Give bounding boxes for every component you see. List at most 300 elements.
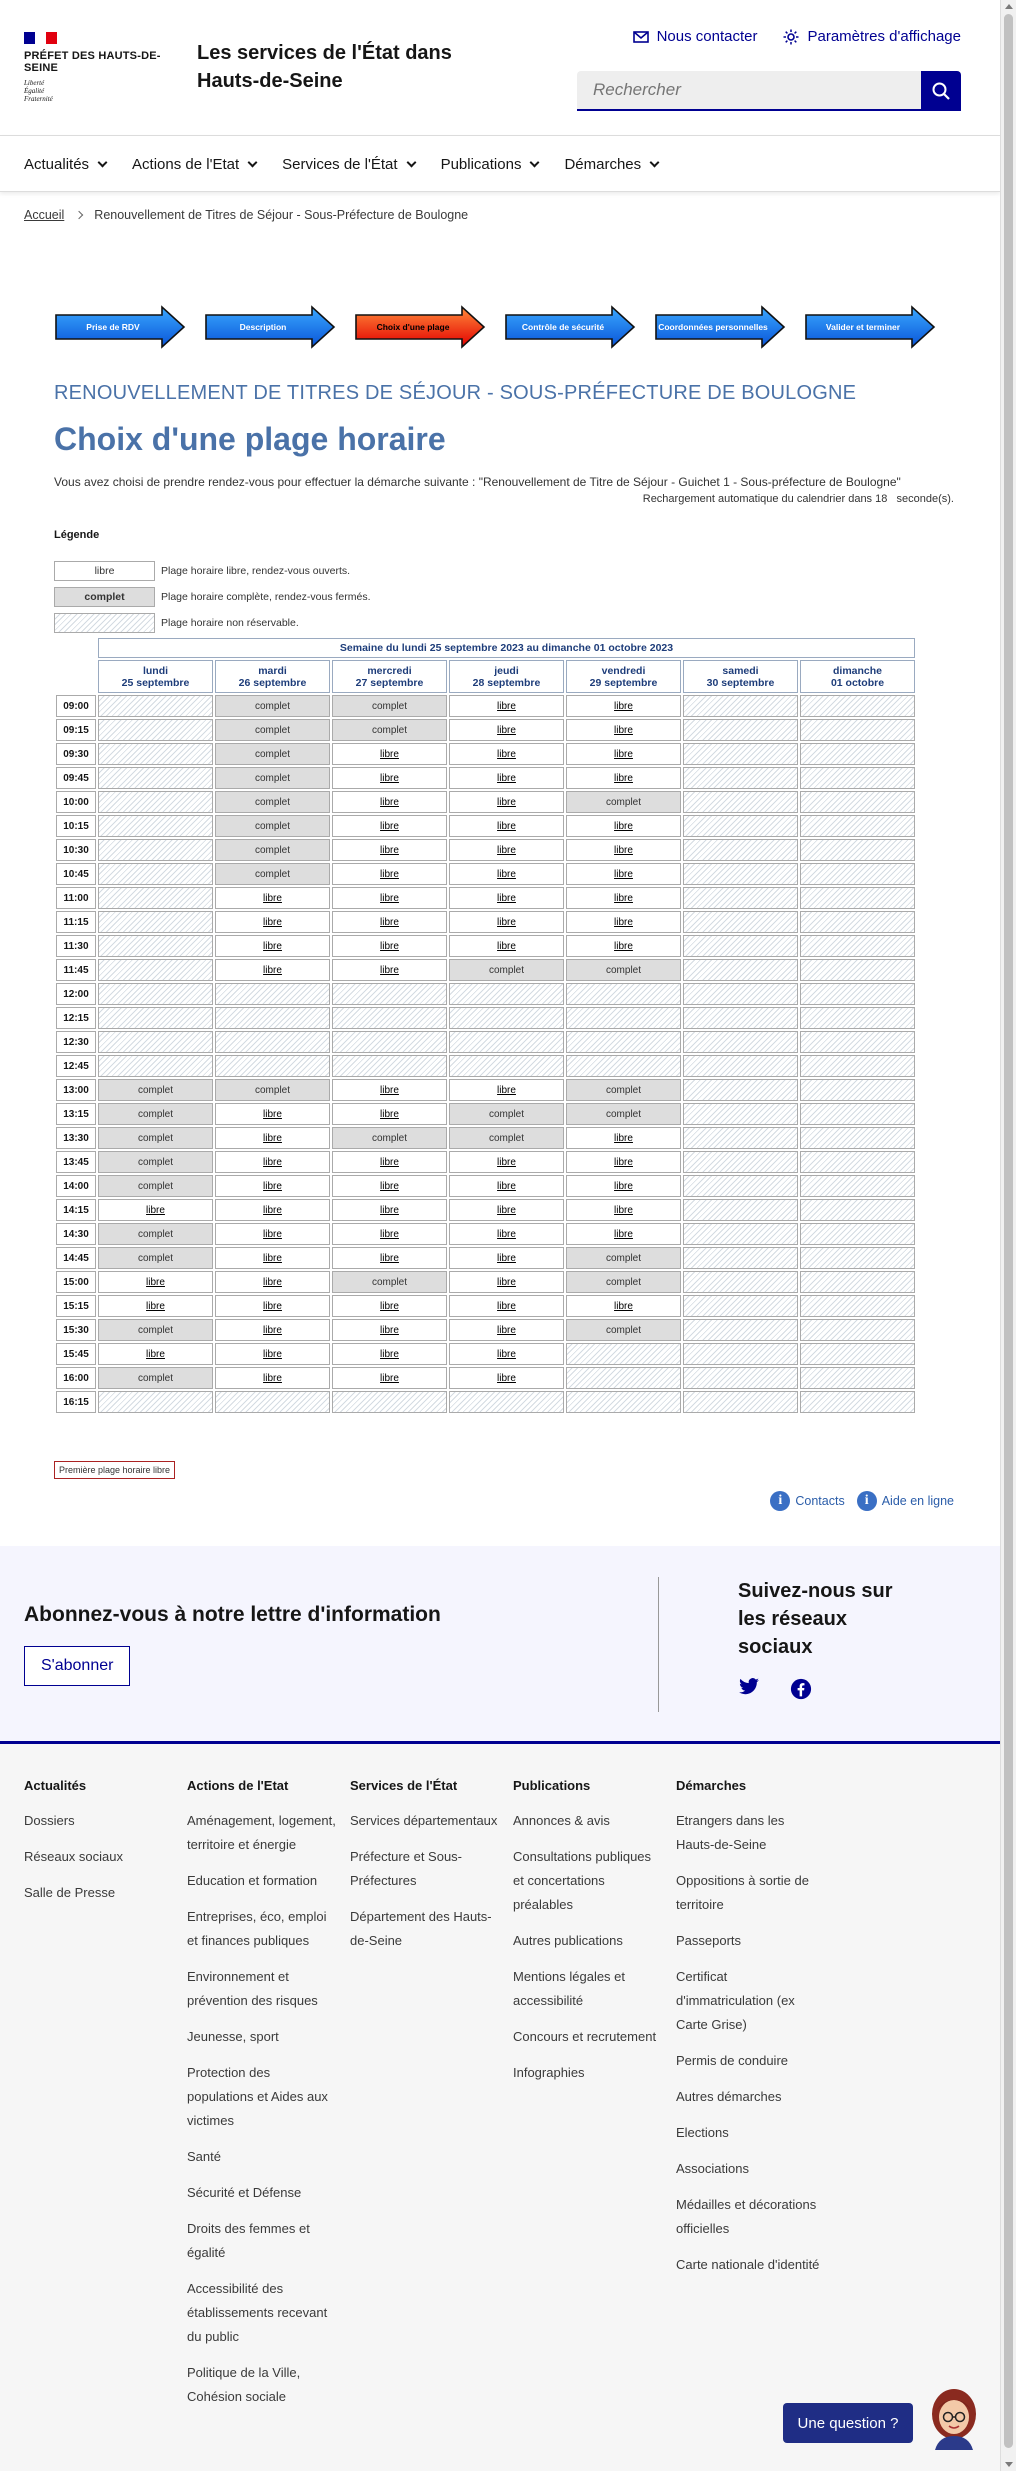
- calendar-row: [56, 1367, 915, 1389]
- slot-free-label: libre: [497, 1300, 516, 1312]
- time-label: 15:45: [56, 1343, 96, 1365]
- slot-free[interactable]: [332, 863, 447, 885]
- slot-free-label: libre: [614, 844, 633, 856]
- footer-links: [513, 1809, 663, 2085]
- slot-free[interactable]: [332, 839, 447, 861]
- help-link[interactable]: [857, 1491, 954, 1511]
- slot-unavailable: [98, 863, 213, 885]
- slot-free-label: libre: [380, 1348, 399, 1360]
- slot-free[interactable]: [449, 695, 564, 717]
- day-name: mercredi: [367, 664, 412, 677]
- slot-free[interactable]: [98, 1295, 213, 1317]
- slot-free-label: libre: [614, 1228, 633, 1240]
- slot-unavailable: [98, 815, 213, 837]
- slot-free[interactable]: [566, 815, 681, 837]
- slot-free-label: libre: [380, 772, 399, 784]
- slot-unavailable: [683, 719, 798, 741]
- slot-unavailable: [683, 1079, 798, 1101]
- nav-item[interactable]: [564, 136, 658, 192]
- slot-free[interactable]: [215, 887, 330, 909]
- motto: Liberté Égalité Fraternité: [24, 79, 53, 103]
- slot-free[interactable]: [449, 839, 564, 861]
- calendar-row: [56, 1055, 915, 1077]
- slot-free[interactable]: [566, 719, 681, 741]
- footer-column: [513, 1778, 663, 2097]
- slot-free[interactable]: [215, 1223, 330, 1245]
- slot-unavailable: [683, 791, 798, 813]
- slot-unavailable: [449, 1391, 564, 1413]
- slot-unavailable: [683, 911, 798, 933]
- slot-unavailable: [332, 1031, 447, 1053]
- calendar-row: [56, 791, 915, 813]
- slot-full: complet: [215, 743, 330, 765]
- time-label: 10:45: [56, 863, 96, 885]
- time-label: 16:15: [56, 1391, 96, 1413]
- footer-link[interactable]: Autres démarches: [676, 2089, 782, 2104]
- slot-free[interactable]: [332, 1223, 447, 1245]
- footer-link[interactable]: Mentions légales et accessibilité: [513, 1969, 626, 2008]
- main-nav: [0, 136, 1000, 192]
- mail-icon: [633, 30, 649, 44]
- footer-link[interactable]: Entreprises, éco, emploi et finances publiques: [187, 1909, 327, 1948]
- footer-link[interactable]: Etrangers dans les Hauts-de-Seine: [676, 1813, 785, 1852]
- slot-free[interactable]: [566, 935, 681, 957]
- calendar-row: [56, 1247, 915, 1269]
- twitter-icon[interactable]: [738, 1678, 760, 1696]
- slot-free[interactable]: [449, 1343, 564, 1365]
- slot-full: complet: [98, 1103, 213, 1125]
- sun-icon: [783, 29, 799, 45]
- slot-free-label: libre: [497, 700, 516, 712]
- nav-item[interactable]: [441, 136, 539, 192]
- chevron-down-icon: [530, 157, 540, 167]
- reload-countdown: Rechargement automatique du calendrier dans 18 seconde(s).: [642, 493, 954, 505]
- slot-unavailable: [683, 743, 798, 765]
- slot-unavailable: [98, 887, 213, 909]
- footer-link[interactable]: Autres publications: [513, 1933, 623, 1948]
- slot-unavailable: [683, 1175, 798, 1197]
- slot-free-label: libre: [380, 1108, 399, 1120]
- calendar-row: [56, 959, 915, 981]
- slot-free-label: libre: [614, 1132, 633, 1144]
- day-date: 28 septembre: [472, 676, 541, 689]
- day-header: [800, 660, 915, 693]
- slot-unavailable: [683, 959, 798, 981]
- slot-unavailable: [800, 863, 915, 885]
- header-tools: [633, 28, 961, 45]
- slot-free[interactable]: [98, 1271, 213, 1293]
- slot-free[interactable]: [566, 1151, 681, 1173]
- slot-free-label: libre: [497, 868, 516, 880]
- footer-link[interactable]: Oppositions à sortie de territoire: [676, 1873, 809, 1912]
- contact-link[interactable]: [633, 28, 758, 45]
- slot-free[interactable]: [215, 1247, 330, 1269]
- footer-link[interactable]: Consultations publiques et concertations préalables: [513, 1849, 652, 1912]
- slot-free[interactable]: [215, 1343, 330, 1365]
- slot-unavailable: [800, 887, 915, 909]
- slot-unavailable: [800, 1151, 915, 1173]
- slot-free[interactable]: [449, 1319, 564, 1341]
- slot-free-label: libre: [263, 964, 282, 976]
- legend-full-text: Plage horaire complète, rendez-vous fermés.: [161, 591, 371, 603]
- slot-full: complet: [215, 839, 330, 861]
- nav-item-label: Démarches: [564, 155, 642, 173]
- day-date: 01 octobre: [830, 676, 885, 689]
- search-bar: [577, 71, 961, 111]
- slot-free-label: libre: [497, 772, 516, 784]
- slot-unavailable: [800, 1175, 915, 1197]
- slot-free[interactable]: [449, 887, 564, 909]
- help-label: Aide en ligne: [881, 1494, 954, 1508]
- slot-free[interactable]: [449, 791, 564, 813]
- slot-unavailable: [800, 767, 915, 789]
- slot-unavailable: [98, 719, 213, 741]
- slot-unavailable: [332, 1007, 447, 1029]
- time-label: 15:15: [56, 1295, 96, 1317]
- slot-full: complet: [215, 695, 330, 717]
- slot-free[interactable]: [449, 767, 564, 789]
- breadcrumb-home[interactable]: Accueil: [24, 208, 65, 222]
- scrollbar-thumb[interactable]: [1004, 14, 1013, 2448]
- nav-item[interactable]: [132, 136, 256, 192]
- slot-free[interactable]: [332, 1151, 447, 1173]
- footer-link[interactable]: Annonces & avis: [513, 1813, 610, 1828]
- search-button[interactable]: [921, 71, 961, 111]
- slot-free-label: libre: [380, 796, 399, 808]
- slot-free[interactable]: [332, 791, 447, 813]
- slot-free-label: libre: [497, 1324, 516, 1336]
- slot-free[interactable]: [332, 1079, 447, 1101]
- calendar-row: [56, 983, 915, 1005]
- slot-unavailable: [800, 695, 915, 717]
- slot-free[interactable]: [332, 1367, 447, 1389]
- slot-free[interactable]: [566, 1223, 681, 1245]
- slot-unavailable: [683, 815, 798, 837]
- footer-link[interactable]: Aménagement, logement, territoire et énergie: [187, 1813, 336, 1852]
- slot-free-label: libre: [614, 820, 633, 832]
- slot-full: complet: [215, 767, 330, 789]
- slot-unavailable: [683, 1343, 798, 1365]
- calendar-row: [56, 1007, 915, 1029]
- slot-free[interactable]: [566, 1175, 681, 1197]
- slot-free[interactable]: [215, 1103, 330, 1125]
- footer-link[interactable]: Education et formation: [187, 1873, 318, 1888]
- footer-link[interactable]: Réseaux sociaux: [24, 1849, 123, 1864]
- slot-free-label: libre: [146, 1300, 165, 1312]
- slot-free[interactable]: [449, 1151, 564, 1173]
- slot-free-label: libre: [497, 940, 516, 952]
- slot-free-label: libre: [614, 1204, 633, 1216]
- legend-na-text: Plage horaire non réservable.: [161, 617, 299, 629]
- slot-free[interactable]: [215, 1271, 330, 1293]
- contacts-link[interactable]: [770, 1491, 844, 1511]
- slot-free[interactable]: [449, 743, 564, 765]
- site-title[interactable]: Les services de l'État dans Hauts-de-Seine: [197, 42, 452, 92]
- slot-free[interactable]: [332, 1343, 447, 1365]
- scroll-down-icon[interactable]: [1005, 2462, 1013, 2467]
- step-label: Valider et terminer: [825, 322, 901, 332]
- social-icons: [738, 1678, 812, 1700]
- slot-free[interactable]: [566, 1295, 681, 1317]
- slot-unavailable: [683, 1127, 798, 1149]
- slot-unavailable: [683, 767, 798, 789]
- footer-link[interactable]: Protection des populations et Aides aux victimes: [187, 2065, 328, 2128]
- footer-column-title[interactable]: Publications: [513, 1778, 591, 1793]
- slot-free[interactable]: [332, 959, 447, 981]
- footer-link[interactable]: Département des Hauts-de-Seine: [350, 1909, 492, 1948]
- slot-unavailable: [566, 983, 681, 1005]
- prefect-logo[interactable]: [24, 32, 164, 103]
- slot-free-label: libre: [146, 1204, 165, 1216]
- header: [0, 0, 1000, 136]
- slot-free[interactable]: [449, 1247, 564, 1269]
- footer-link[interactable]: Infographies: [513, 2065, 585, 2080]
- subscribe-button[interactable]: S'abonner: [24, 1646, 130, 1686]
- slot-free-label: libre: [497, 916, 516, 928]
- slot-unavailable: [98, 839, 213, 861]
- slot-free[interactable]: [332, 815, 447, 837]
- slot-unavailable: [683, 1031, 798, 1053]
- slot-unavailable: [683, 1055, 798, 1077]
- chevron-right-icon: [75, 211, 83, 219]
- footer-link[interactable]: Santé: [187, 2149, 221, 2164]
- slot-free[interactable]: [449, 935, 564, 957]
- slot-free[interactable]: [566, 767, 681, 789]
- slot-free-label: libre: [497, 820, 516, 832]
- display-settings-label: Paramètres d'affichage: [807, 28, 961, 45]
- slot-unavailable: [800, 1343, 915, 1365]
- footer-link[interactable]: Passeports: [676, 1933, 742, 1948]
- slot-free[interactable]: [449, 1367, 564, 1389]
- slot-free[interactable]: [332, 1199, 447, 1221]
- slot-free[interactable]: [566, 1127, 681, 1149]
- slot-free[interactable]: [566, 911, 681, 933]
- time-label: 14:00: [56, 1175, 96, 1197]
- slot-unavailable: [800, 1079, 915, 1101]
- slot-full: complet: [98, 1223, 213, 1245]
- slot-free[interactable]: [332, 1175, 447, 1197]
- newsletter-title: Abonnez-vous à notre lettre d'information: [24, 1603, 441, 1626]
- slot-full: complet: [566, 1079, 681, 1101]
- slot-free[interactable]: [566, 1199, 681, 1221]
- calendar-row: [56, 863, 915, 885]
- breadcrumb: [24, 208, 468, 222]
- french-flag-icon: [24, 32, 57, 44]
- slot-free-label: libre: [263, 1348, 282, 1360]
- slot-free[interactable]: [449, 1175, 564, 1197]
- slot-free[interactable]: [449, 719, 564, 741]
- slot-unavailable: [683, 1007, 798, 1029]
- slot-unavailable: [800, 935, 915, 957]
- slot-free[interactable]: [98, 1199, 213, 1221]
- footer-link[interactable]: Dossiers: [24, 1813, 75, 1828]
- chat-button[interactable]: Une question ?: [783, 2403, 913, 2443]
- footer-link[interactable]: Carte nationale d'identité: [676, 2257, 820, 2272]
- slot-free-label: libre: [263, 916, 282, 928]
- slot-free-label: libre: [614, 1156, 633, 1168]
- slot-free[interactable]: [566, 743, 681, 765]
- footer-column: [350, 1778, 500, 1965]
- slot-free[interactable]: [215, 1175, 330, 1197]
- slot-free[interactable]: [332, 887, 447, 909]
- step-label: Description: [239, 322, 287, 332]
- footer-column-title[interactable]: Démarches: [676, 1778, 747, 1793]
- chevron-down-icon: [406, 157, 416, 167]
- slot-free[interactable]: [449, 1295, 564, 1317]
- slot-free[interactable]: [332, 1103, 447, 1125]
- legend-full: [54, 587, 371, 607]
- slot-unavailable: [332, 983, 447, 1005]
- intro-text: Vous avez choisi de prendre rendez-vous pour effectuer la démarche suivante : "Renouvellement de Titre de Séjour - Guichet 1 - Sous-préfecture de Boulogne": [54, 475, 901, 489]
- display-settings-link[interactable]: [783, 28, 961, 45]
- day-date: 25 septembre: [121, 676, 190, 689]
- time-label: 11:30: [56, 935, 96, 957]
- footer-link[interactable]: Droits des femmes et égalité: [187, 2221, 310, 2260]
- slot-unavailable: [683, 1103, 798, 1125]
- slot-free[interactable]: [449, 1199, 564, 1221]
- day-header: [215, 660, 330, 693]
- slot-free[interactable]: [449, 911, 564, 933]
- footer-link[interactable]: Préfecture et Sous-Préfectures: [350, 1849, 462, 1888]
- slot-full: complet: [98, 1151, 213, 1173]
- slot-free[interactable]: [332, 1247, 447, 1269]
- slot-unavailable: [566, 1343, 681, 1365]
- slot-unavailable: [800, 1199, 915, 1221]
- footer-column-title[interactable]: Actualités: [24, 1778, 87, 1793]
- slot-unavailable: [215, 1007, 330, 1029]
- slot-unavailable: [800, 1391, 915, 1413]
- legend-title: Légende: [54, 529, 100, 541]
- step-label: Choix d'une plage: [376, 322, 450, 332]
- slot-free[interactable]: [332, 1319, 447, 1341]
- progress-steps: [54, 305, 934, 351]
- footer-column-title[interactable]: Services de l'État: [350, 1778, 458, 1793]
- scrollbar[interactable]: [1000, 0, 1016, 2471]
- footer-link[interactable]: Médailles et décorations officielles: [676, 2197, 817, 2236]
- footer-link[interactable]: Associations: [676, 2161, 749, 2176]
- legend-free-box: libre: [54, 561, 155, 581]
- slot-unavailable: [566, 1367, 681, 1389]
- calendar-row: [56, 887, 915, 909]
- slot-free[interactable]: [332, 743, 447, 765]
- slot-free-label: libre: [380, 748, 399, 760]
- slot-free[interactable]: [566, 695, 681, 717]
- footer-link[interactable]: Elections: [676, 2125, 729, 2140]
- footer-link[interactable]: Salle de Presse: [24, 1885, 116, 1900]
- slot-free[interactable]: [332, 935, 447, 957]
- nav-item[interactable]: [282, 136, 414, 192]
- help-links: [770, 1491, 954, 1511]
- time-label: 16:00: [56, 1367, 96, 1389]
- slot-free[interactable]: [215, 1127, 330, 1149]
- calendar-row: [56, 1271, 915, 1293]
- slot-full: complet: [332, 1127, 447, 1149]
- slot-free[interactable]: [215, 1151, 330, 1173]
- footer-link[interactable]: Accessibilité des établissements recevant du public: [187, 2281, 328, 2344]
- slot-free-label: libre: [380, 868, 399, 880]
- slot-full: complet: [98, 1079, 213, 1101]
- footer-link[interactable]: Services départementaux: [350, 1813, 498, 1828]
- footer-column: [24, 1778, 174, 1917]
- slot-free[interactable]: [449, 1079, 564, 1101]
- slot-unavailable: [215, 983, 330, 1005]
- slot-unavailable: [683, 887, 798, 909]
- footer-link[interactable]: Politique de la Ville, Cohésion sociale: [187, 2365, 301, 2404]
- slot-free[interactable]: [98, 1343, 213, 1365]
- day-name: dimanche: [832, 664, 882, 677]
- slot-free[interactable]: [215, 1319, 330, 1341]
- slot-free-label: libre: [263, 892, 282, 904]
- legend-free: [54, 561, 350, 581]
- slot-free[interactable]: [215, 959, 330, 981]
- slot-free[interactable]: [566, 839, 681, 861]
- slot-full: complet: [566, 959, 681, 981]
- calendar-row: [56, 1199, 915, 1221]
- footer-link[interactable]: Certificat d'immatriculation (ex Carte Grise): [676, 1969, 795, 2032]
- search-input[interactable]: [577, 71, 921, 111]
- slot-free[interactable]: [449, 815, 564, 837]
- facebook-icon[interactable]: [790, 1678, 812, 1700]
- slot-unavailable: [800, 1271, 915, 1293]
- slot-free-label: libre: [146, 1276, 165, 1288]
- nav-item[interactable]: [24, 136, 106, 192]
- footer-links: [676, 1809, 826, 2277]
- slot-free-label: libre: [380, 916, 399, 928]
- social-title: Suivez-nous sur les réseaux sociaux: [738, 1580, 893, 1658]
- time-label: 09:45: [56, 767, 96, 789]
- calendar-row: [56, 911, 915, 933]
- footer-link[interactable]: Jeunesse, sport: [187, 2029, 279, 2044]
- slot-free[interactable]: [332, 767, 447, 789]
- slot-free[interactable]: [215, 1367, 330, 1389]
- calendar-row: [56, 1127, 915, 1149]
- scroll-up-icon[interactable]: [1005, 4, 1013, 9]
- slot-free[interactable]: [449, 1223, 564, 1245]
- slot-free[interactable]: [215, 935, 330, 957]
- slot-free[interactable]: [215, 1199, 330, 1221]
- slot-free-label: libre: [614, 1180, 633, 1192]
- first-free-slot-button[interactable]: Première plage horaire libre: [54, 1461, 175, 1479]
- slot-unavailable: [215, 1055, 330, 1077]
- footer-link[interactable]: Environnement et prévention des risques: [187, 1969, 318, 2008]
- slot-free-label: libre: [497, 748, 516, 760]
- footer-link[interactable]: Concours et recrutement: [513, 2029, 657, 2044]
- footer-link[interactable]: Sécurité et Défense: [187, 2185, 302, 2200]
- slot-free-label: libre: [497, 1228, 516, 1240]
- slot-free[interactable]: [215, 911, 330, 933]
- slot-free[interactable]: [332, 911, 447, 933]
- slot-free-label: libre: [614, 700, 633, 712]
- time-label: 12:30: [56, 1031, 96, 1053]
- footer-link[interactable]: Permis de conduire: [676, 2053, 788, 2068]
- slot-free[interactable]: [449, 863, 564, 885]
- slot-free-label: libre: [263, 1156, 282, 1168]
- slot-free[interactable]: [332, 1295, 447, 1317]
- day-date: 26 septembre: [238, 676, 307, 689]
- slot-free[interactable]: [449, 1271, 564, 1293]
- slot-free-label: libre: [380, 892, 399, 904]
- slot-free[interactable]: [566, 863, 681, 885]
- calendar-row: [56, 1079, 915, 1101]
- slot-free[interactable]: [566, 887, 681, 909]
- slot-unavailable: [215, 1031, 330, 1053]
- step-label: Prise de RDV: [86, 322, 140, 332]
- slot-free[interactable]: [215, 1295, 330, 1317]
- assistant-avatar-icon[interactable]: [925, 2384, 983, 2450]
- footer-column-title[interactable]: Actions de l'Etat: [187, 1778, 289, 1793]
- slot-full: complet: [449, 959, 564, 981]
- slot-full: complet: [98, 1175, 213, 1197]
